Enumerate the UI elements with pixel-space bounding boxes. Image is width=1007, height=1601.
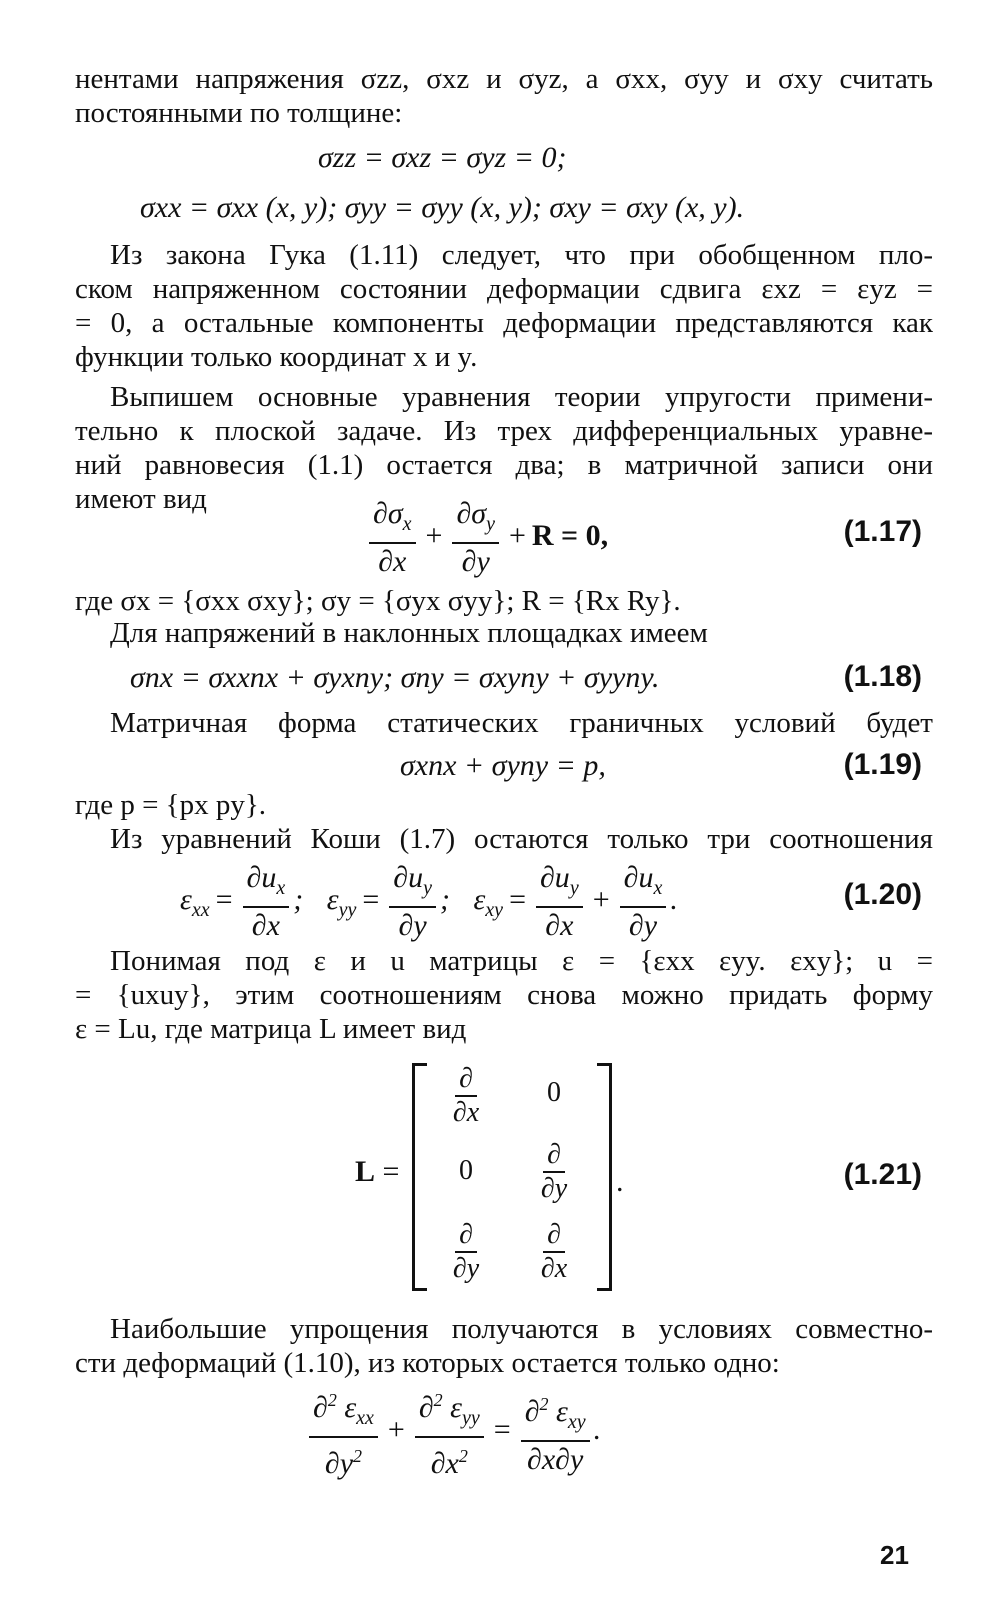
text-line: ε = Lu, где матрица L имеет вид <box>75 1013 467 1045</box>
text-line: где σx = {σxx σxy}; σy = {σyx σyy}; R = {Rx Ry}. <box>75 585 681 617</box>
text-line: ском напряженном состоянии деформации сдвига εxz = εyz = <box>75 273 933 305</box>
text-line: = 0, а остальные компоненты деформации представляются как <box>75 307 933 339</box>
equation-number: (1.19) <box>843 748 922 781</box>
text-line: нентами напряжения σzz, σxz и σyz, а σxx, σyy и σxy считать <box>75 63 933 95</box>
formula-inclined-stress: σnx = σxxnx + σyxny; σny = σxyny + σyyny. <box>130 661 660 694</box>
equation-number: (1.18) <box>843 660 922 693</box>
text-line: сти деформаций (1.10), из которых остается только одно: <box>75 1347 780 1379</box>
matrix-cell: $\frac{\partial}{\partial y}$ <box>452 1219 480 1284</box>
matrix-period: . <box>616 1165 624 1198</box>
text-line: имеют вид <box>75 483 207 515</box>
text-line: Из закона Гука (1.11) следует, что при обобщенном пло- <box>110 239 933 271</box>
text-line: где p = {px py}. <box>75 789 267 821</box>
equation-number: (1.21) <box>843 1158 922 1191</box>
matrix-cell: 0 <box>459 1155 473 1186</box>
page-number: 21 <box>880 1540 909 1570</box>
formula-boundary: σxnx + σyny = p, <box>400 749 606 782</box>
text-line: Наибольшие упрощения получаются в условиях совместно- <box>110 1313 933 1345</box>
text-line: Из уравнений Коши (1.7) остаются только три соотношения <box>110 823 933 855</box>
formula-compatibility: $\frac{\partial^2 \varepsilon_{xx}}{\partial y^2}$ + $\frac{\partial^2 \varepsilon_{yy}}{\partial x^2}$ = $\frac{\partial^2 \varepsilon_{xy}}{\partial x\partial y}$ . <box>305 1384 601 1480</box>
text-line: тельно к плоской задаче. Из трех дифференциальных уравне- <box>75 415 933 447</box>
matrix-label: L = <box>355 1155 400 1188</box>
matrix-bracket-right <box>597 1063 612 1291</box>
equation-number: (1.20) <box>843 878 922 911</box>
formula-cauchy: $\varepsilon_{xx}$ = $\frac{\partial u_x}{\partial x}$ ; $\varepsilon_{yy}$ = $\frac{\partial u_y}{\partial y}$ ; $\varepsilon_{xy}$ = $\frac{\partial u_y}{\partial x}$ + $\frac{\partial u_x}{\partial y}$ . <box>180 861 678 942</box>
text-line: ний равновесия (1.1) остается два; в матричной записи они <box>75 449 933 481</box>
matrix-cell: 0 <box>547 1077 561 1108</box>
matrix-bracket-left <box>412 1063 427 1291</box>
formula-stress-zero: σzz = σxz = σyz = 0; <box>318 141 567 174</box>
matrix-cell: $\frac{\partial}{\partial x}$ <box>452 1063 480 1128</box>
formula-stress-functions: σxx = σxx (x, y); σyy = σyy (x, y); σxy = σxy (x, y). <box>140 191 745 224</box>
text-line: постоянными по толщине: <box>75 97 403 129</box>
matrix-cell: $\frac{\partial}{\partial y}$ <box>540 1139 568 1204</box>
text-line: функции только координат x и y. <box>75 341 478 373</box>
text-line: Выпишем основные уравнения теории упругости примени- <box>110 381 933 413</box>
text-line: Для напряжений в наклонных площадках имеем <box>110 617 708 649</box>
text-line: Матричная форма статических граничных условий будет <box>110 707 933 739</box>
text-line: Понимая под ε и u матрицы ε = {εxx εyy. εxy}; u = <box>110 945 933 977</box>
formula-equilibrium: $\frac{\partial\sigma_x}{\partial x}$ + $\frac{\partial\sigma_y}{\partial y}$ + R = 0, <box>365 498 608 578</box>
matrix-cell: $\frac{\partial}{\partial x}$ <box>540 1219 568 1284</box>
text-line: = {uxuy}, этим соотношениям снова можно придать форму <box>75 979 933 1011</box>
equation-number: (1.17) <box>843 515 922 548</box>
operator-matrix <box>412 1063 612 1285</box>
